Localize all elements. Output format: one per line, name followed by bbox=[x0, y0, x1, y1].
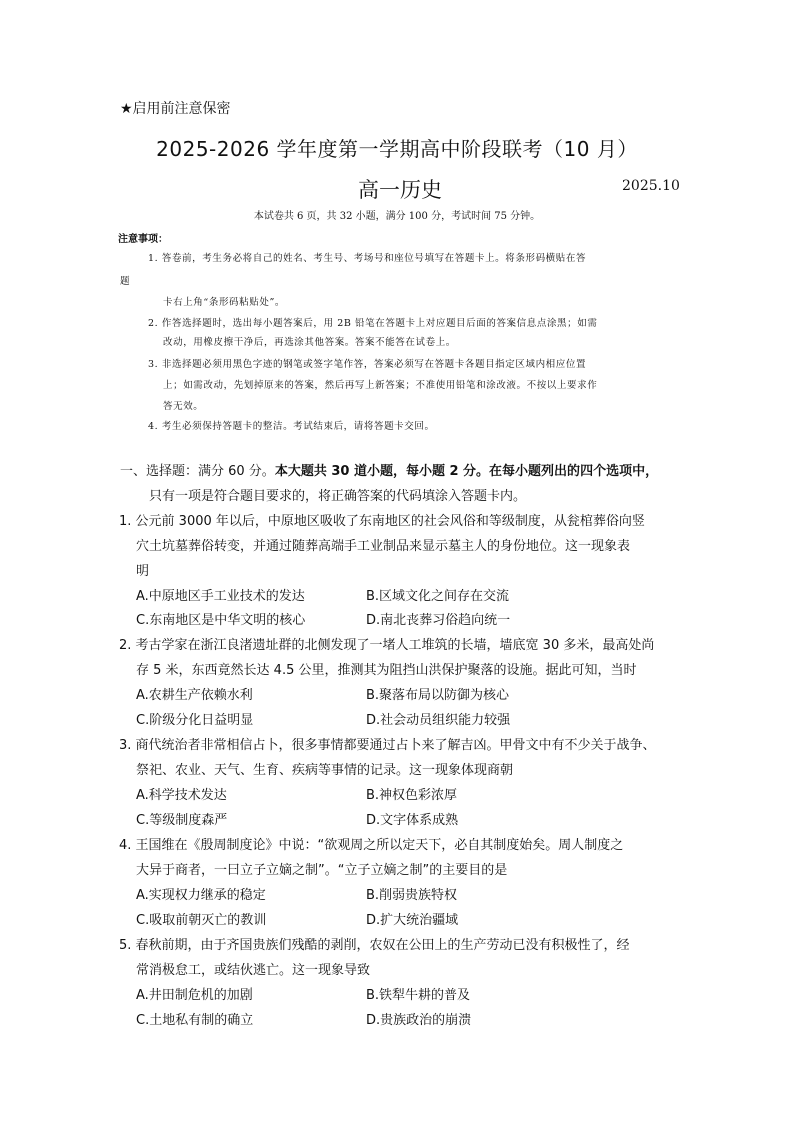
question-5-option-b: B.铁犁牛耕的普及 bbox=[366, 988, 471, 1003]
question-1-option-c: C.东南地区是中华文明的核心 bbox=[136, 613, 306, 628]
question-3-text: 3. 商代统治者非常相信占卜，很多事情都要通过占卜来了解吉凶。甲骨文中有不少关于战争、 bbox=[119, 738, 656, 753]
question-4-option-a: A.实现权力继承的稳定 bbox=[136, 888, 266, 903]
question-2-option-d: D.社会动员组织能力较强 bbox=[366, 713, 511, 728]
confidential-mark: ★启用前注意保密 bbox=[120, 101, 231, 117]
question-1-option-d: D.南北丧葬习俗趋向统一 bbox=[366, 613, 511, 628]
question-1-option-a: A.中原地区手工业技术的发达 bbox=[136, 589, 305, 604]
question-3-option-c: C.等级制度森严 bbox=[136, 813, 228, 828]
question-5-option-a: A.井田制危机的加剧 bbox=[136, 988, 253, 1003]
note-line: 卡右上角“条形码粘贴处”。 bbox=[163, 297, 286, 308]
section-heading-part: 选项中， bbox=[606, 464, 659, 479]
question-3-option-d: D.文字体系成熟 bbox=[366, 813, 459, 828]
note-line: 改动，用橡皮擦干净后，再选涂其他答案。答案不能答在试卷上。 bbox=[163, 337, 456, 348]
question-3-text: 祭祀、农业、天气、生育、疾病等事情的记录。这一现象体现商朝 bbox=[136, 763, 514, 778]
question-2-text: 存 5 米，东西竟然长达 4.5 公里，推测其为阻挡山洪保护聚落的设施。据此可知，当时 bbox=[136, 663, 637, 678]
question-4-option-b: B.削弱贵族特权 bbox=[366, 888, 458, 903]
question-4-text: 4. 王国维在《殷周制度论》中说：“欲观周之所以定天下，必自其制度始矣。周人制度之 bbox=[119, 838, 624, 853]
question-2-option-b: B.聚落布局以防御为核心 bbox=[366, 688, 510, 703]
question-1-text: 穴土坑墓葬俗转变，并通过随葬高端手工业制品来显示墓主人的身份地位。这一现象表 bbox=[136, 539, 631, 554]
note-line: 2. 作答选择题时，选出每小题答案后，用 2B 铅笔在答题卡上对应题目后面的答案信息点涂黑；如需 bbox=[148, 318, 598, 329]
exam-intro: 本试卷共 6 页，共 32 小题，满分 100 分，考试时间 75 分钟。 bbox=[253, 211, 541, 222]
note-line: 上；如需改动，先划掉原来的答案，然后再写上新答案；不准使用铅笔和涂改液。不按以上要求作 bbox=[163, 380, 598, 391]
question-5-text: 常消极怠工，或结伙逃亡。这一现象导致 bbox=[136, 963, 371, 978]
question-1-text: 明 bbox=[136, 564, 150, 579]
question-3-option-a: A.科学技术发达 bbox=[136, 788, 227, 803]
exam-title: 2025-2026 学年度第一学期高中阶段联考（10 月） bbox=[156, 137, 638, 161]
note-line: 答无效。 bbox=[163, 401, 204, 412]
question-5-option-d: D.贵族政治的崩溃 bbox=[366, 1013, 472, 1028]
note-line: 3. 非选择题必须用黑色字迹的钢笔或签字笔作答，答案必须写在答题卡各题目指定区域内相应位置 bbox=[148, 359, 587, 370]
note-line: 题 bbox=[120, 276, 131, 287]
note-line: 1. 答卷前，考生务必将自己的姓名、考生号、考场号和座位号填写在答题卡上。将条形码横贴在答 bbox=[148, 253, 587, 264]
question-4-text: 大异于商者，一曰立子立嫡之制”。“立子立嫡之制”的主要目的是 bbox=[136, 863, 508, 878]
question-2-option-c: C.阶级分化日益明显 bbox=[136, 713, 254, 728]
question-1-option-b: B.区域文化之间存在交流 bbox=[366, 589, 510, 604]
question-5-text: 5. 春秋前期，由于齐国贵族们残酷的剥削，农奴在公田上的生产劳动已没有积极性了，经 bbox=[119, 938, 630, 953]
question-3-option-b: B.神权色彩浓厚 bbox=[366, 788, 458, 803]
section-heading-part: 四个 bbox=[580, 464, 607, 479]
question-2-option-a: A.农耕生产依赖水利 bbox=[136, 688, 253, 703]
question-5-option-c: C.土地私有制的确立 bbox=[136, 1013, 254, 1028]
question-2-text: 2. 考古学家在浙江良渚遗址群的北侧发现了一堵人工堆筑的长墙，墙底宽 30 多米，最高处尚 bbox=[119, 638, 655, 653]
section-heading-part: 一、选择题：满分 60 分。 bbox=[120, 464, 275, 479]
subject-title: 高一历史 bbox=[358, 178, 442, 202]
exam-date: 2025.10 bbox=[622, 178, 680, 194]
section-instruction: 只有一项是符合题目要求的，将正确答案的代码填涂入答题卡内。 bbox=[149, 489, 527, 504]
note-line: 4. 考生必须保持答题卡的整洁。考试结束后，请将答题卡交回。 bbox=[148, 421, 435, 432]
notes-heading: 注意事项： bbox=[118, 234, 168, 245]
section-heading bbox=[120, 460, 658, 479]
question-1-text: 1. 公元前 3000 年以后，中原地区吸收了东南地区的社会风俗和等级制度，从瓮棺葬俗向竖 bbox=[119, 514, 645, 529]
question-4-option-d: D.扩大统治疆域 bbox=[366, 913, 459, 928]
question-4-option-c: C.吸取前朝灭亡的教训 bbox=[136, 913, 267, 928]
section-heading-part: 本大题共 30 道小题，每小题 2 分。在每小题列出的 bbox=[274, 464, 581, 479]
